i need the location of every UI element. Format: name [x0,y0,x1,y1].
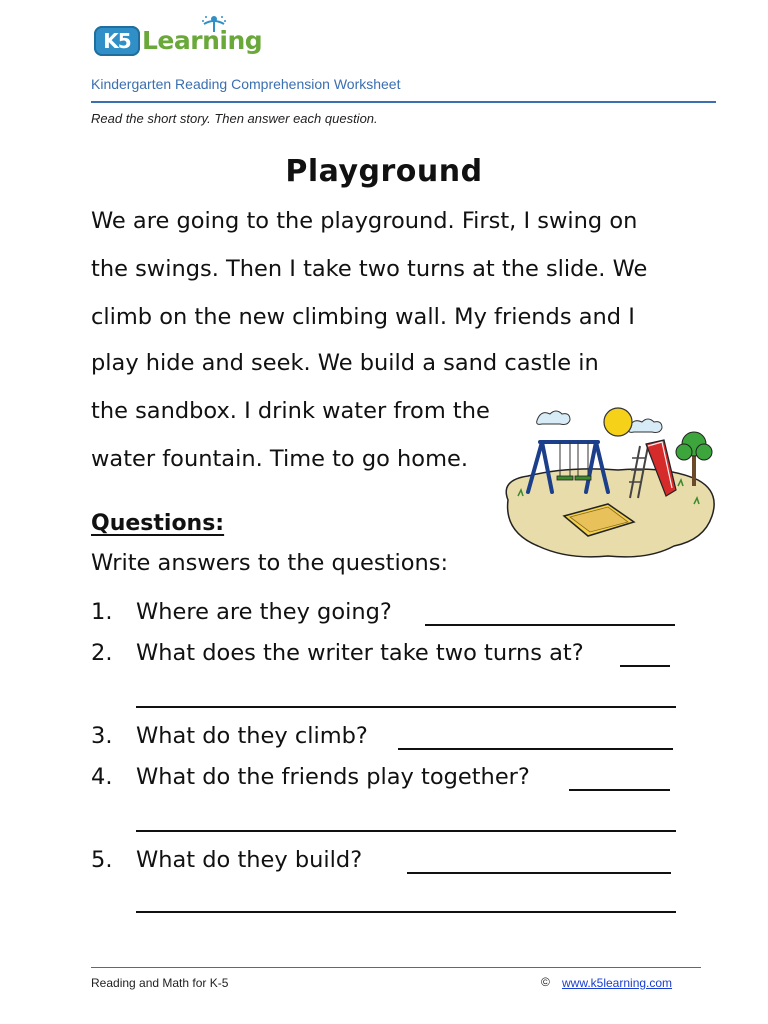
question-text: What do the friends play together? [136,764,530,790]
answer-line[interactable] [620,665,670,667]
website-link[interactable]: www.k5learning.com [562,976,673,990]
question-number: 3. [91,723,113,749]
question-number: 2. [91,640,113,666]
question-number: 5. [91,847,113,873]
question-text: What do they climb? [136,723,368,749]
question-text: What does the writer take two turns at? [136,640,584,666]
questions-intro: Write answers to the questions: [91,550,449,576]
question-text: Where are they going? [136,599,392,625]
logo-wordmark: Learning [142,26,263,55]
story-line: the sandbox. I drink water from the [91,398,490,424]
copyright-symbol: © [541,975,550,989]
answer-line[interactable] [569,789,670,791]
playground-illustration [498,400,720,566]
story-line: play hide and seek. We build a sand castle in [91,350,599,376]
footer-divider [91,967,701,968]
answer-line[interactable] [407,872,671,874]
question-number: 1. [91,599,113,625]
answer-line[interactable] [398,748,673,750]
story-line: water fountain. Time to go home. [91,446,468,472]
answer-line[interactable] [425,624,675,626]
answer-line[interactable] [136,830,676,832]
questions-heading: Questions: [91,511,225,536]
story-line: We are going to the playground. First, I swing on [91,208,638,234]
story-line: the swings. Then I take two turns at the slide. We [91,256,648,282]
logo-badge: K5 [94,26,140,56]
k5-learning-logo [94,20,264,62]
instructions: Read the short story. Then answer each question. [91,111,378,126]
story-title: Playground [285,154,483,189]
worksheet-subtitle: Kindergarten Reading Comprehension Worksheet [91,76,401,92]
header-divider [91,101,716,103]
footer-tagline: Reading and Math for K-5 [91,976,229,990]
story-line: climb on the new climbing wall. My friends and I [91,304,635,330]
answer-line[interactable] [136,706,676,708]
question-number: 4. [91,764,113,790]
answer-line[interactable] [136,911,676,913]
question-text: What do they build? [136,847,363,873]
logo-figure-icon [200,14,228,36]
